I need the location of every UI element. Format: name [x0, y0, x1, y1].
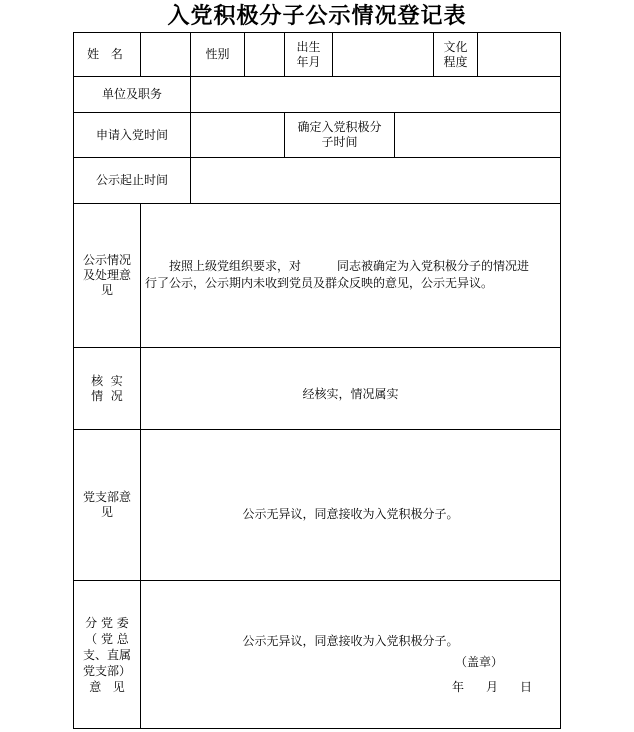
unit-label: 单位及职务 [101, 87, 162, 101]
branch-label [74, 430, 140, 580]
table-line [73, 429, 561, 430]
committee-label [74, 581, 140, 728]
apply-date-field[interactable] [191, 113, 284, 157]
committee-label-line: （ 党 总 [85, 631, 129, 646]
publicity-text-part: 按照上级党组织要求，对 [169, 259, 302, 273]
committee-label-line: 支、直属 [82, 647, 131, 662]
period-field[interactable] [191, 158, 560, 203]
table-line [73, 580, 561, 581]
seal-text: （盖章） [455, 655, 504, 669]
verify-label-line: 情 况 [91, 388, 123, 403]
date-day: 日 [520, 680, 533, 694]
verify-label-line: 核 实 [91, 373, 123, 388]
confirm-label-line: 确定入党积极分 [297, 120, 382, 134]
branch-label-line: 见 [100, 505, 113, 519]
table-border-right [560, 32, 561, 729]
confirm-label-line: 子时间 [321, 135, 358, 149]
publicity-text [145, 258, 557, 292]
branch-label-line: 党支部意 [82, 490, 131, 504]
date-month: 月 [486, 680, 499, 694]
table-border-bottom [73, 728, 561, 729]
period-label: 公示起止时间 [95, 173, 168, 187]
branch-text: 公示无异议，同意接收为入党积极分子。 [242, 506, 459, 521]
confirm-date-label [285, 113, 394, 157]
publicity-text-line-2: 行了公示，公示期内未收到党员及群众反映的意见，公示无异议。 [145, 276, 494, 290]
date-year: 年 [452, 680, 465, 694]
apply-date-label: 申请入党时间 [95, 127, 168, 142]
verify-label [74, 348, 140, 429]
committee-label-line: 意 见 [89, 679, 125, 694]
name-label: 姓 名 [87, 47, 127, 61]
education-field[interactable] [478, 33, 560, 76]
committee-label-line: 分 党 委 [85, 615, 129, 630]
publicity-label-line: 及处理意 [82, 268, 131, 282]
education-label-line: 程度 [443, 54, 468, 69]
publicity-label-line: 公示情况 [82, 253, 131, 267]
form-title: 入党积极分子公示情况登记表 [167, 3, 467, 29]
committee-label-line: 党支部） [82, 663, 131, 678]
gender-label: 性别 [205, 47, 230, 61]
birth-label-line: 出生 [296, 39, 321, 54]
publicity-text-part: 同志被确定为入党积极分子的情况进 [337, 259, 530, 273]
committee-text: 公示无异议，同意接收为入党积极分子。 [242, 633, 459, 648]
education-label-line: 文化 [443, 39, 468, 54]
gender-field[interactable] [245, 33, 284, 76]
birth-label-line: 年月 [296, 54, 321, 69]
verify-text: 经核实，情况属实 [302, 386, 399, 401]
birth-field[interactable] [333, 33, 433, 76]
publicity-label-line: 见 [100, 283, 113, 297]
table-line [73, 347, 561, 348]
confirm-date-field[interactable] [395, 113, 560, 157]
table-line [73, 203, 561, 204]
birth-label [285, 33, 332, 76]
publicity-label [74, 204, 140, 347]
unit-field[interactable] [191, 77, 560, 112]
name-field[interactable] [141, 33, 190, 76]
publicity-text-line-1 [145, 258, 557, 275]
education-label [434, 33, 477, 76]
signature-date [452, 679, 532, 696]
